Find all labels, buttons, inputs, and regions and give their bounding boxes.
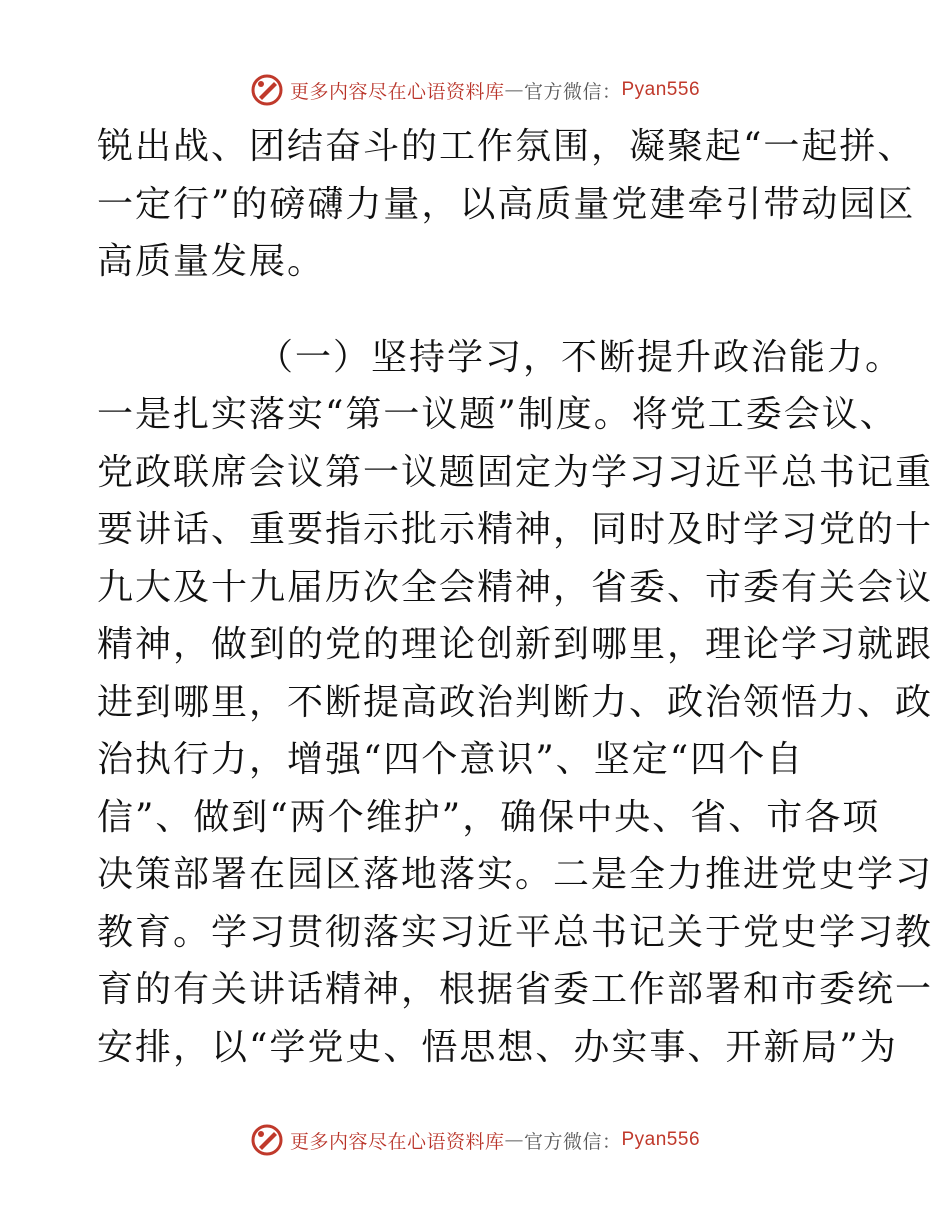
text-line: 一是扎实落实“第一议题”制度。将党工委会议、: [97, 394, 898, 435]
text-line: 决策部署在园区落地落实。二是全力推进党史学习: [97, 854, 934, 895]
paragraph-1: [97, 118, 916, 291]
document-body: [97, 118, 934, 1076]
text-line: 高质量发展。: [97, 241, 326, 282]
brush-seal-icon: [250, 73, 284, 107]
section-1: [97, 329, 934, 1077]
text-line: 安排，以“学党史、悟思想、办实事、开新局”为: [97, 1026, 898, 1068]
paragraph-gap: [97, 291, 857, 329]
brush-seal-icon: [250, 1123, 284, 1157]
text-line: 育的有关讲话精神，根据省委工作部署和市委统一: [97, 969, 934, 1010]
watermark-site: 更多内容尽在心语资料库: [289, 1130, 505, 1153]
text-line: 信”、做到“两个维护”，确保中央、省、市各项: [97, 796, 881, 838]
watermark-label: 官方微信：: [523, 80, 622, 103]
header-watermark: [0, 70, 950, 110]
watermark-id: Pyan556: [621, 1129, 701, 1150]
text-line: 精神，做到的党的理论创新到哪里，理论学习就跟: [97, 624, 934, 665]
text-line: 治执行力，增强“四个意识”、坚定“四个自: [97, 739, 805, 780]
watermark-id: Pyan556: [621, 79, 701, 100]
watermark-dash: —: [504, 1129, 524, 1151]
text-line: 进到哪里，不断提高政治判断力、政治领悟力、政: [97, 681, 934, 723]
text-line: 锐出战、团结奋斗的工作氛围，凝聚起“一起拼、: [97, 126, 916, 167]
watermark-dash: —: [504, 79, 524, 101]
text-line: 教育。学习贯彻落实习近平总书记关于党史学习教: [97, 911, 934, 953]
text-line: 一定行”的磅礴力量，以高质量党建牵引带动园区: [97, 183, 916, 225]
footer-watermark: [0, 1120, 950, 1160]
text-line: 九大及十九届历次全会精神，省委、市委有关会议: [97, 566, 934, 608]
watermark-site: 更多内容尽在心语资料库: [289, 80, 505, 103]
text-line: 要讲话、重要指示批示精神，同时及时学习党的十: [97, 509, 934, 550]
section-heading: （一）坚持学习，不断提升政治能力。: [257, 336, 904, 378]
text-line: 党政联席会议第一议题固定为学习习近平总书记重: [97, 451, 934, 493]
watermark-label: 官方微信：: [523, 1130, 622, 1153]
